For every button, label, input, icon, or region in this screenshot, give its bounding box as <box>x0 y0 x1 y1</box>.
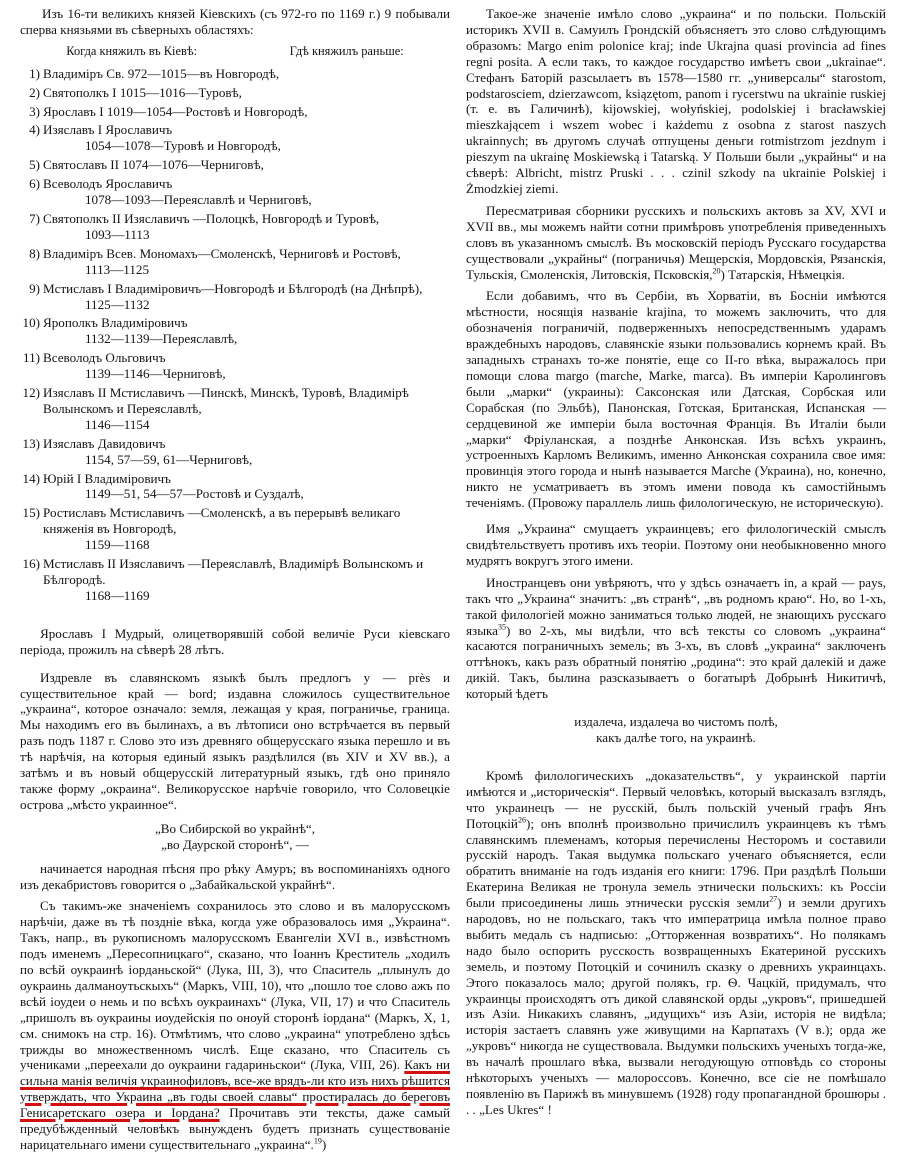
prince-entry <box>20 246 450 278</box>
princes-list <box>20 66 450 604</box>
prince-text <box>43 104 450 120</box>
paragraph-foreigners-text: Иностранцевъ они увѣряютъ, что у здѣсь означаетъ in, а край — pays, такъ что „Украина“ значитъ: „въ странѣ“, „въ родномъ краю“. Но, во 1-хъ, такой филологіей можно заниматься только людей, не знающихъ русскаго языка <box>466 574 886 638</box>
prince-entry <box>20 66 450 82</box>
prince-number: 3) <box>29 103 40 119</box>
prince-number: 16) <box>22 556 40 572</box>
prince-text <box>43 211 450 243</box>
prince-text <box>43 556 450 604</box>
verse-line: издалеча, издалеча во чистомъ полѣ, <box>574 714 778 730</box>
prince-entry <box>20 471 450 503</box>
prince-line: Мстиславъ II Изяславичъ —Переяславлѣ, Владимірѣ Волынскомъ и Бѣлгородѣ. <box>43 556 424 587</box>
prince-text <box>43 436 450 468</box>
intro-paragraph: Изъ 16-ти великихъ князей Кіевскихъ (съ 972-го по 1169 г.) 9 побывали сперва князьями въ сѣверныхъ областяхъ: <box>20 6 450 37</box>
prince-line: Изяславъ Давидовичъ <box>43 435 166 451</box>
prince-text <box>43 246 450 278</box>
prince-text <box>43 471 450 503</box>
paragraph-1: Издревле въ славянскомъ языкѣ былъ предлогъ у — près и существительное край — bord; издавна сложилось существительное „украина“, которое означало: земля, лежащая у края, пограничье, граница. Мы находимъ его въ былинахъ, а въ лѣтописи оно встрѣчается въ первый разъ подъ 1187 г. Слово это изъ древняго общерусскаго языка перешло и въ тѣ нарѣчія, на которыя единый языкъ раздѣлился (въ XIV и XV вв.), а затѣмъ и въ новый общерусскій литературный языкъ, гдѣ оно приняло также форму „окраина“. Великорусское нарѣчіе говорило, что Соловецкіе острова „мѣсто украинное“. <box>20 669 450 812</box>
paragraph-history-text: Кромѣ филологическихъ „доказательствъ“, у украинской партіи имѣются и „историческія“. Первый человѣкъ, который высказалъ взглядъ, что украинецъ — не русскій, былъ польскій ученый графъ Янъ Потоцкій <box>466 767 886 831</box>
prince-entry <box>20 122 450 154</box>
footnote-mark: 20 <box>712 266 721 276</box>
prince-entry <box>20 505 450 553</box>
paragraph-name: Имя „Украина“ смущаетъ украинцевъ; его филологическій смыслъ свидѣтельствуетъ противъ ихъ теоріи. Поэтому они необыкновенно много мудрятъ вокругъ этого имени. <box>466 521 886 568</box>
prince-entry <box>20 281 450 313</box>
prince-text <box>43 66 450 82</box>
prince-text <box>43 157 450 173</box>
paragraph-3: Съ такимъ-же значеніемъ сохранилось это слово и въ малорусскомъ нарѣчіи, даже въ тѣ поздніе вѣка, когда уже образовалось имя „Украина“. Такъ, напр., въ рукописномъ малорусскомъ Евангеліи XVI в., извѣстномъ подъ именемъ „Пересопницкаго“, сказано, что Іоаннъ Креститель „ходилъ по всѣй оукраинѣ іорданьской“ (Лука, III, 3), что Спаситель „плынулъ до оукраинь далманоутьскыхъ“ (Маркъ, VIII, 10), что „пошло тое слово ажъ по всѣй іоудеи о немь и по всѣхъ оукраинахъ“ (Лука, VII, 17) и что Спаситель „пришолъ въ оукраины иоудейскія по оноуй сторонѣ іордана“ (Маркъ, X, 1, см. снимокъ на стр. 16). Отмѣтимъ, что слово „украина“ употреблено здѣсь трижды во множественномъ числѣ. Еще сказано, что Спаситель съ учениками „переехали до оукраини гадариньскои“ (Лука, VIII, 26). Какъ ни сильна манія величія украинофиловъ, все-же врядъ-ли кто изъ нихъ рѣшится утверждать, что Украина „въ годы своей славы“ простиралась до береговъ Генисаретскаго озера и Іордана? Прочитавъ эти тексты, даже самый предубѣжденный человѣкъ вынужденъ будетъ признать существованіе нарицательнаго имени существительнаго „украина“.$^{19}$) <box>20 898 450 1152</box>
prince-text <box>43 350 450 382</box>
prince-number: 7) <box>29 210 40 226</box>
footnote-mark: 19 <box>313 1136 322 1146</box>
prince-number: 8) <box>29 245 40 261</box>
paragraph-history-end: ) и земли другихъ народовъ, но не польскаго, такъ что императрица имѣла полное право выбить медаль съ надписью: „Отторженная возвратихъ“. Но полякамъ надо было оспорить русскость возвращенныхъ Екатериной русскихъ земель, и поэтому Потоцкій и сочинилъ сказку о древнихъ украинцахъ. Этого показалось мало; другой полякъ, гр. Ѳ. Чацкій, придумалъ, что украинцы происходятъ отъ дикой славянской орды „укровъ“, пришедшей изъ Азіи. Никакихъ славянъ, „идущихъ“ изъ Азіи, исторія не видѣла; исторія застаетъ славянъ уже живущими на Карпатахъ (V в.); орда же „укровъ“ никогда не существовала. Выдумки польскихъ ученыхъ тогда-же, въ началѣ прошлаго вѣка, вызвали негодующую отповѣдь со стороны нѣкоторыхъ ученыхъ — малороссовъ. Конечно, все сіе не помѣшало появленію въ Парижѣ въ минувшемъ (1928) году пропагандной брошюры . . . „Les Ukres“ ! <box>466 895 886 1117</box>
left-column <box>20 6 450 1153</box>
prince-entry <box>20 176 450 208</box>
prince-years: 1093—1113 <box>85 226 150 242</box>
verse-line: какъ далѣе того, на украинѣ. <box>596 729 756 745</box>
prince-entry <box>20 211 450 243</box>
prince-number: 1) <box>29 65 40 81</box>
verse-dobrynya <box>466 714 886 746</box>
prince-number: 14) <box>22 470 40 486</box>
paragraph-foreigners <box>466 575 886 702</box>
prince-years: 1154, 57—59, 61—Черниговѣ, <box>85 451 253 467</box>
prince-line: Ярославъ I 1019—1054—Ростовѣ и Новгородѣ, <box>43 103 308 119</box>
verse-line: „во Даурской сторонѣ“, — <box>161 836 309 852</box>
prince-line: Всеволодъ Ольговичъ <box>43 350 166 366</box>
prince-years: 1146—1154 <box>85 416 150 432</box>
prince-number: 12) <box>22 385 40 401</box>
paragraph-foreigners-end: ) во 2-хъ, мы видѣли, что всѣ тексты со словомъ „украина“ касаются пограничныхъ земель; въ 3-хъ, въ словѣ „украина“ заключенъ оттѣнокъ, какъ разъ обратный понятію „родина“: это край далекій и даже дикій. Такъ, былина разсказываетъ о богатырѣ Добрынѣ Никитичѣ, который ѣдетъ <box>466 622 886 702</box>
prince-line: Мстиславъ I Владиміровичъ—Новгородѣ и Бѣлгородѣ (на Днѣпрѣ), <box>43 280 423 296</box>
prince-years: 1159—1168 <box>85 537 150 553</box>
prince-line: Ростиславъ Мстиславичъ —Смоленскѣ, а въ перерывѣ великаго княженія въ Новгородѣ, <box>43 505 401 537</box>
paragraph-krajina: Если добавимъ, что въ Сербіи, въ Хорватіи, въ Босніи имѣются мѣстности, носящія названіе krajina, то можемъ заключить, что для обозначенія пограничій, подверженныхъ непосредственнымъ ударамъ враждебныхъ народовъ, славянскіе языки пользовались корнемъ край. Въ западныхъ странахъ то-же понятіе, еще со II-го вѣка, выражалось при помощи слова margo (marche, Marke, marca). Въ имперіи Каролинговъ были „марки“ (украины): Саксонская или Датская, Сорбская или Сорабская (по Эльбѣ), Панонская, Готская, Британская, Испанская — сердцевиной же имперіи была восточная Франція. Въ Италіи были „марки“ Фріуланская, а позднѣе Анконская. Изъ всѣхъ украинъ, устроенныхъ Карломъ Великимъ, именно Анконская сохранила свое имя: провинція этого города и нынѣ называется Marche (Украина), но, конечно, никто не усматриваетъ въ этомъ имени повода къ самостійнымъ теченіямъ. (Провожу параллель лишь филологическую, не историческую). <box>466 288 886 511</box>
prince-years: 1054—1078—Туровѣ и Новгородѣ, <box>85 138 281 154</box>
paragraph-3-end: Прочитавъ эти тексты, даже самый предубѣжденный человѣкъ вынужденъ будетъ признать существованіе нарицательнаго имени существительнаго „украина“. <box>20 1105 450 1152</box>
prince-text <box>43 281 450 313</box>
yaroslav-paragraph: Ярославъ I Мудрый, олицетворявшій собой величіе Руси кіевскаго періода, прожилъ на сѣверѣ 28 лѣтъ. <box>20 625 450 657</box>
paragraph-3-text: Съ такимъ-же значеніемъ сохранилось это слово и въ малорусскомъ нарѣчіи, даже въ тѣ поздніе вѣка, когда уже образовалось имя „Украина“. Такъ, напр., въ рукописномъ малорусскомъ Евангеліи XVI в., извѣстномъ подъ именемъ „Пересопницкаго“, сказано, что Іоаннъ Креститель „ходилъ по всѣй оукраинѣ іорданьской“ (Лука, III, 3), что Спаситель „плынулъ до оукраинь далманоутьскыхъ“ (Маркъ, VIII, 10), что „пошло тое слово ажъ по всѣй іоудеи о немь и по всѣхъ оукраинахъ“ (Лука, VII, 17) и что Спаситель „пришолъ въ оукраины иоудейскія по оноуй сторонѣ іордана“ (Маркъ, X, 1, см. снимокъ на стр. 16). Отмѣтимъ, что слово „украина“ употреблено здѣсь трижды во множественномъ числѣ. Еще сказано, что Спаситель съ учениками „переехали до оукраини гадариньскои“ (Лука, VIII, 26). <box>20 898 450 1073</box>
prince-entry <box>20 436 450 468</box>
paragraph-2: начинается народная пѣсня про рѣку Амуръ; въ воспоминаніяхъ одного изъ декабристовъ говорится о „Забайкальской украйнѣ“. <box>20 860 450 892</box>
prince-number: 2) <box>29 84 40 100</box>
prince-entry <box>20 556 450 604</box>
prince-line: Святополкъ I 1015—1016—Туровѣ, <box>43 84 242 100</box>
prince-years: 1132—1139—Переяславлѣ, <box>85 331 238 347</box>
paragraph-history-mid: ); онъ вполнѣ произвольно причислилъ украинцевъ къ тѣмъ славянскимъ племенамъ, которыя перечислены Несторомъ и составили русскій народъ. Такая выдумка польскаго ученаго объясняется, если обратить вниманіе на годъ изданія его книги: 1796. При раздѣлѣ Польши Екатерина Великая не тронула земель этнически польскихъ: къ Россіи были присоединены лишь этнически русскія земли <box>466 815 886 911</box>
prince-line: Юрій I Владиміровичъ <box>43 470 171 486</box>
prince-line: Всеволодъ Ярославичъ <box>43 176 173 192</box>
prince-years: 1149—51, 54—57—Ростовѣ и Суздалѣ, <box>85 486 304 502</box>
prince-text <box>43 122 450 154</box>
header-where: Гдѣ княжилъ раньше: <box>289 43 404 58</box>
prince-years: 1168—1169 <box>85 587 150 603</box>
prince-text <box>43 85 450 101</box>
princes-table-header <box>20 44 450 60</box>
prince-number: 15) <box>22 505 40 521</box>
prince-entry <box>20 85 450 101</box>
footnote-mark: 27 <box>769 894 778 904</box>
prince-number: 9) <box>29 280 40 296</box>
prince-entry <box>20 315 450 347</box>
footnote-mark: 26 <box>517 815 526 825</box>
prince-entry <box>20 104 450 120</box>
paragraph-polish: Такое-же значеніе имѣло слово „украина“ и по польски. Польскій историкъ XVII в. Самуилъ Грондскій объясняетъ это слово слѣдующимъ образомъ: Margo enim polonice kraj; inde Ukrajna quasi provincia ad fines regni posita. А если такъ, то каждое государство имѣетъ свои „ukrainae“. Стефанъ Баторій разсылаетъ въ 1578—1580 гг. „универсалы“ starostom, podstarosciem, dzierzawcom, ksiązętom, panom i rycerstwu na ukrainie ruskiej (т. е. въ Галичинѣ), kijowskiej, wołyńskiej, podolskiej i bracławskiej mieszkającem i wszem wobec i każdemu z osobna z starost naszych ukrainnych; въ другомъ случаѣ отпущены деньги rotmistrzom jezdnym i pieszym na ukrainę Moskiewską i Tatarską. У Польши были „украйны“ и на сѣверѣ: Albricht, mistrz Pruski . . . czinil szkody na ukrainie Polskiej i Żmodzkiej ziemi. <box>466 6 886 196</box>
prince-years: 1113—1125 <box>85 261 150 277</box>
prince-line: Изяславъ II Мстиславичъ —Пинскѣ, Минскѣ, Туровѣ, Владимірѣ Волынскомъ и Переяславлѣ, <box>43 385 409 416</box>
right-column <box>466 6 886 1118</box>
prince-entry <box>20 385 450 433</box>
paragraph-acts-end: Татарскія, Нѣмецкія. <box>724 266 845 282</box>
paragraph-acts-text: Пересматривая сборники русскихъ и польскихъ актовъ за XV, XVI и XVII вв., мы можемъ найти сотни примѣровъ употребленія приведенныхъ словъ въ указанномъ смыслѣ. Въ московскій періодъ Русскаго государства существовали „украйны“ (пограничья) Мещерскія, Мордовскія, Рязанскія, Тульскія, Смоленскія, Литовскія, Псковскія, <box>466 202 886 282</box>
prince-number: 5) <box>29 157 40 173</box>
prince-number: 4) <box>29 122 40 138</box>
prince-years: 1139—1146—Черниговѣ, <box>85 366 226 382</box>
prince-years: 1125—1132 <box>85 296 150 312</box>
prince-line: Владиміръ Св. 972—1015—въ Новгородѣ, <box>43 65 280 81</box>
paragraph-history <box>466 768 886 1118</box>
verse-siberia <box>20 821 450 853</box>
highlighted-sentence: Какъ ни сильна манія величія украинофиловъ, все-же врядъ-ли кто изъ нихъ рѣшится утверждать, что Украина „въ годы своей славы“ простиралась до береговъ Генисаретскаго озера и Іордана? <box>20 1057 450 1121</box>
prince-entry <box>20 350 450 382</box>
prince-number: 6) <box>29 176 40 192</box>
prince-line: Ярополкъ Владиміровичъ <box>43 315 188 331</box>
paragraph-acts: Пересматривая сборники русскихъ и польскихъ актовъ за XV, XVI и XVII вв., мы можемъ найти сотни примѣровъ употребленія приведенныхъ словъ въ указанномъ смыслѣ. Въ московскій періодъ Русскаго государства существовали „украйны“ (пограничья) Мещерскія, Мордовскія, Рязанскія, Тульскія, Смоленскія, Литовскія, Псковскія,$^{20}$) Татарскія, Нѣмецкія. <box>466 202 886 282</box>
prince-line: Святославъ II 1074—1076—Черниговѣ, <box>43 157 264 173</box>
prince-number: 10) <box>22 315 40 331</box>
prince-line: Изяславъ I Ярославичъ <box>43 122 173 138</box>
footnote-mark: 35 <box>497 622 506 632</box>
prince-text <box>43 315 450 347</box>
prince-text <box>43 385 450 433</box>
prince-line: Владиміръ Всев. Мономахъ—Смоленскѣ, Черниговѣ и Ростовѣ, <box>43 245 401 261</box>
prince-text <box>43 505 450 553</box>
verse-line: „Во Сибирской во украйнѣ“, <box>154 820 316 836</box>
prince-line: Святополкъ II Изяславичъ —Полоцкѣ, Новгородѣ и Туровѣ, <box>43 210 380 226</box>
prince-text <box>43 176 450 208</box>
prince-number: 13) <box>22 435 40 451</box>
prince-years: 1078—1093—Переяславлѣ и Черниговѣ, <box>85 192 312 208</box>
prince-entry <box>20 157 450 173</box>
header-when: Когда княжилъ въ Кіевѣ: <box>66 43 198 58</box>
prince-number: 11) <box>23 350 40 366</box>
